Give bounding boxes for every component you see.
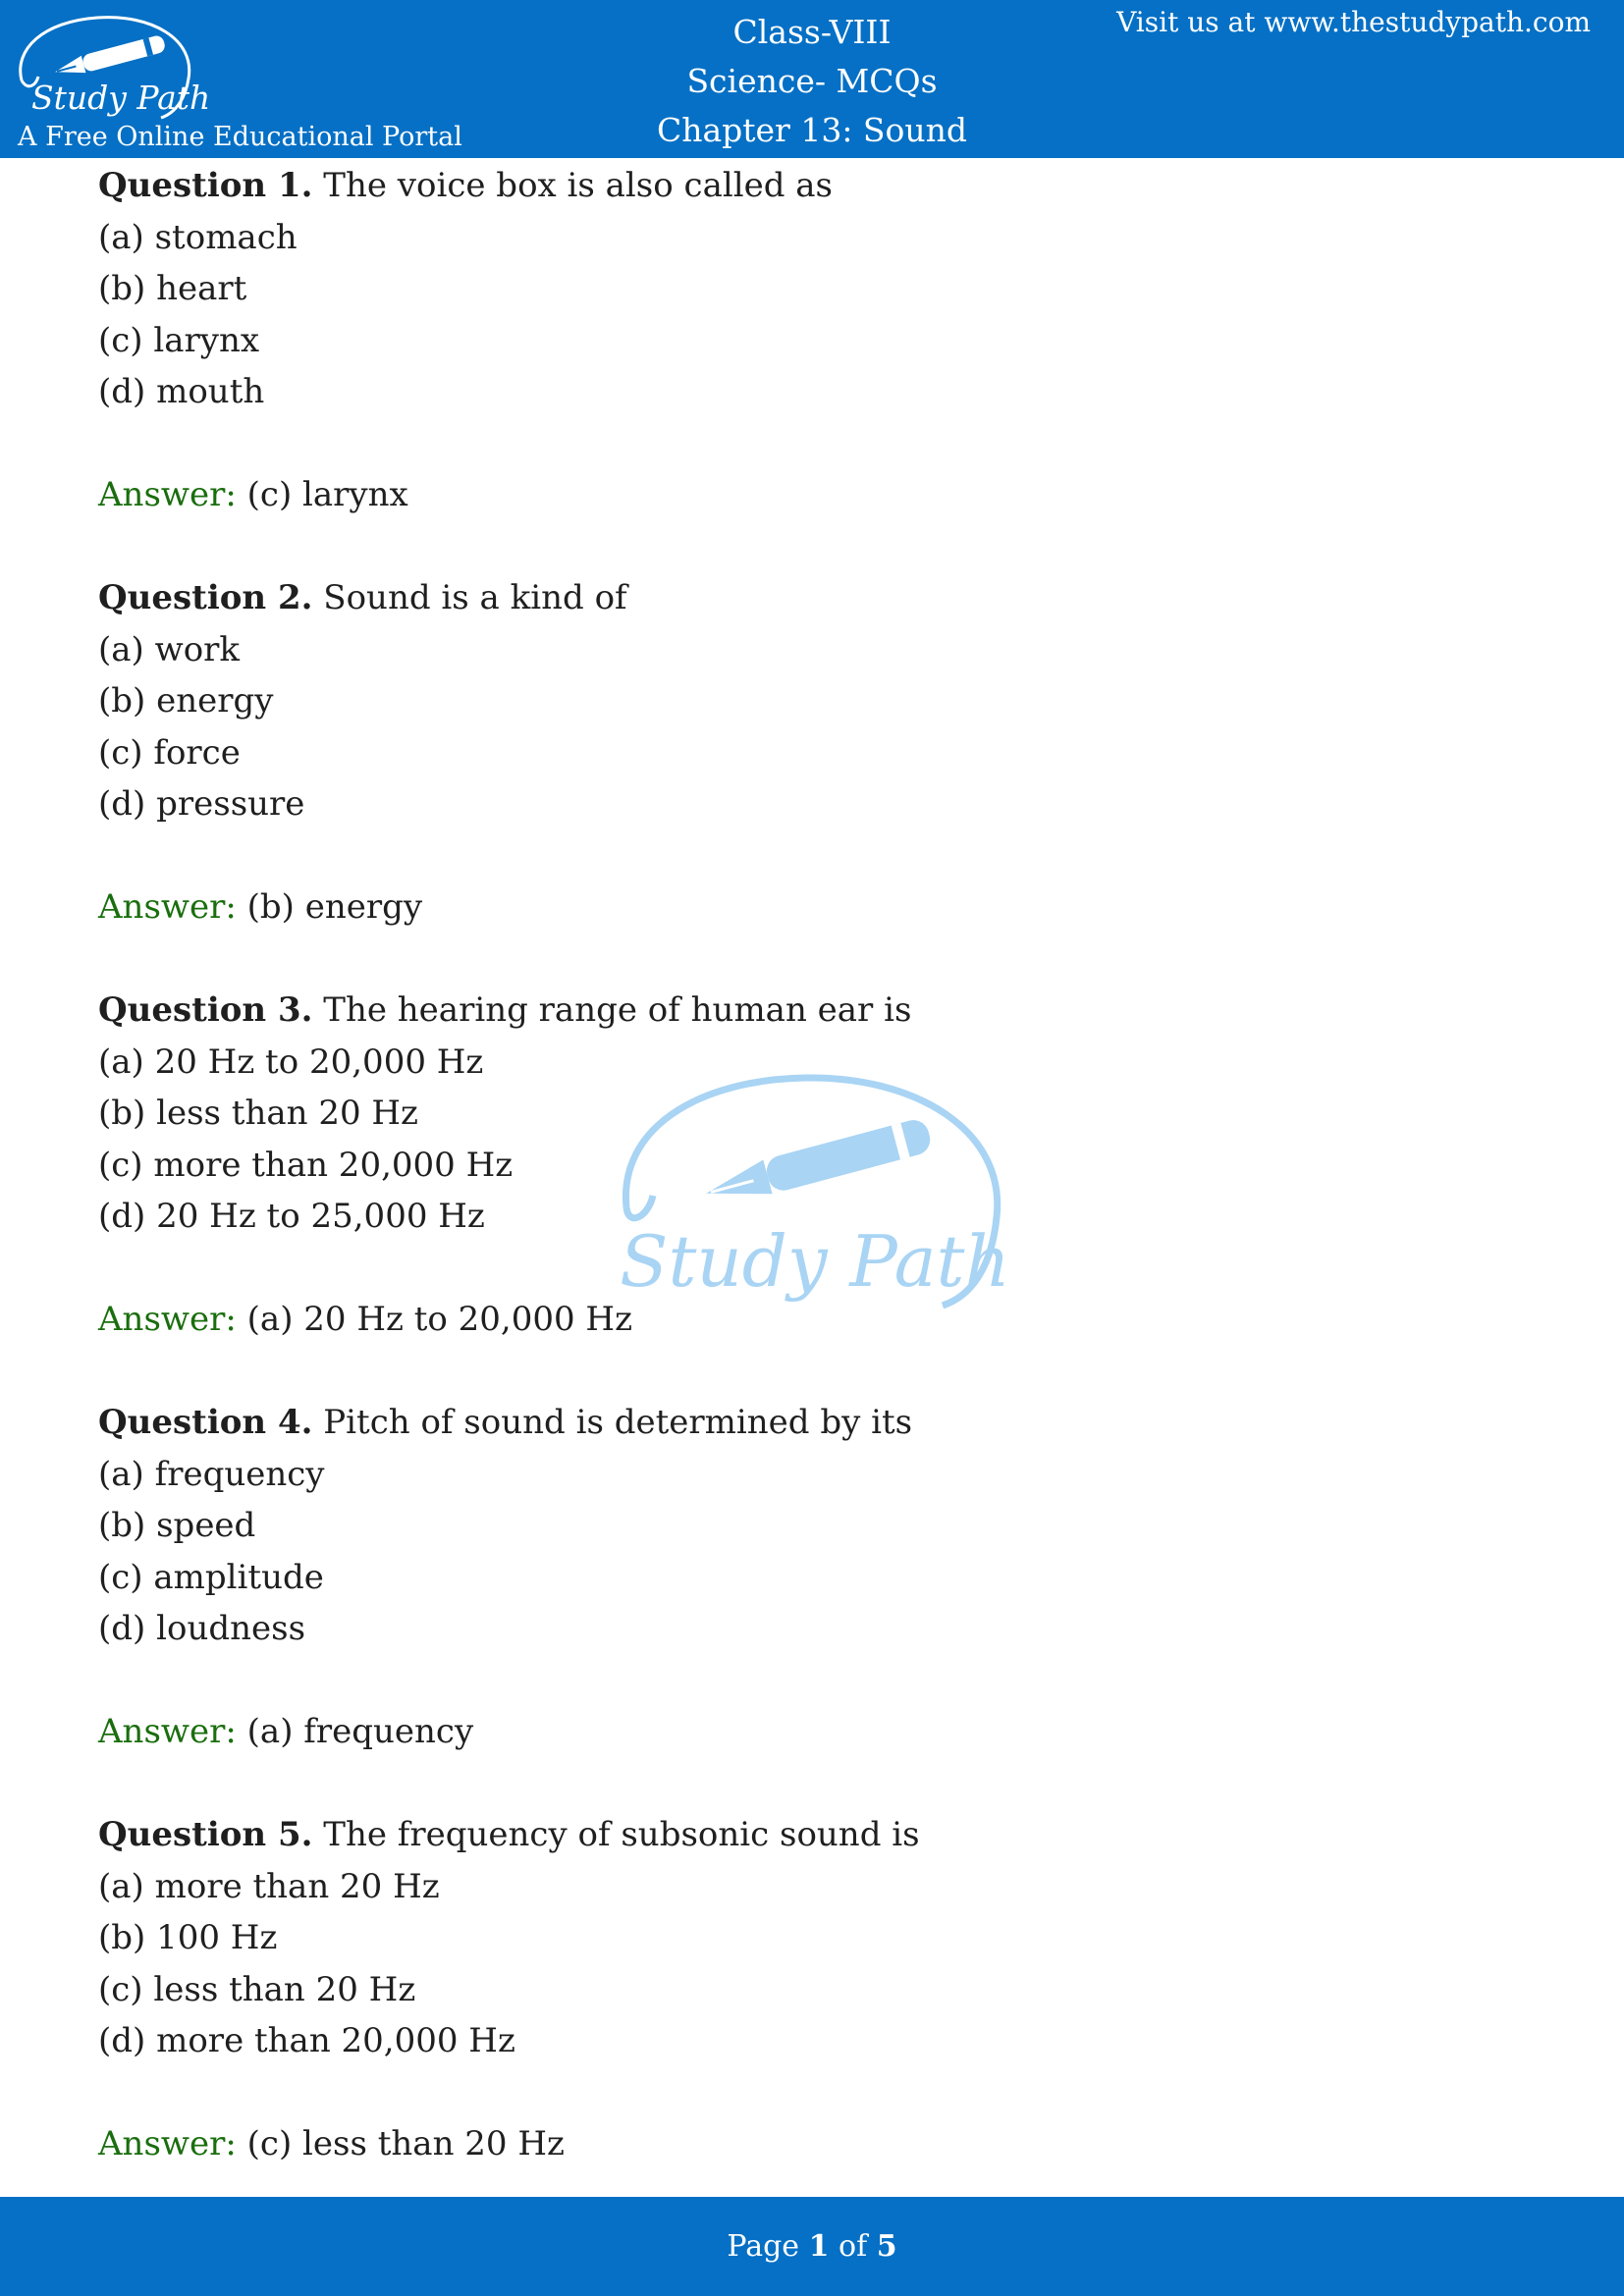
logo-text: Study Path: [31, 79, 211, 117]
study-path-logo: [14, 10, 211, 126]
question-5: [98, 1809, 1551, 2067]
option: (a) 20 Hz to 20,000 Hz: [98, 1041, 484, 1082]
answer-text: (a) 20 Hz to 20,000 Hz: [246, 1300, 632, 1339]
page-word: Page: [727, 2229, 800, 2264]
page-number: 1: [808, 2229, 830, 2264]
option: (c) force: [98, 732, 241, 773]
option: (a) work: [98, 629, 241, 669]
option: (b) speed: [98, 1506, 256, 1545]
question-label: Question 2.: [98, 578, 313, 617]
question-label: Question 4.: [98, 1403, 313, 1442]
option: (c) larynx: [98, 320, 260, 360]
option: (d) 20 Hz to 25,000 Hz: [98, 1197, 485, 1236]
question-3: [98, 985, 1551, 1243]
option: (d) loudness: [98, 1609, 306, 1648]
page-footer: [0, 2197, 1624, 2296]
page-total: 5: [876, 2229, 897, 2264]
question-text: The frequency of subsonic sound is: [323, 1815, 920, 1854]
question-text: Sound is a kind of: [323, 578, 627, 617]
option: (c) more than 20,000 Hz: [98, 1145, 514, 1185]
option: (d) mouth: [98, 372, 265, 411]
answer-text: (b) energy: [246, 887, 423, 927]
option: (a) frequency: [98, 1454, 325, 1494]
mcq-content: [98, 160, 1551, 2221]
answer-label: Answer:: [98, 1712, 237, 1751]
question-label: Question 1.: [98, 166, 313, 205]
question-line: [98, 160, 1551, 212]
question-label: Question 5.: [98, 1815, 313, 1854]
option: (c) less than 20 Hz: [98, 1969, 416, 2009]
question-line: [98, 985, 1551, 1037]
website-link[interactable]: Visit us at www.thestudypath.com: [1116, 6, 1591, 38]
answer-label: Answer:: [98, 887, 237, 927]
option: (d) more than 20,000 Hz: [98, 2021, 515, 2060]
option: (b) energy: [98, 681, 274, 721]
subject-label: Science- MCQs: [686, 62, 938, 100]
option: (c) amplitude: [98, 1557, 324, 1597]
question-text: The hearing range of human ear is: [323, 990, 912, 1030]
answer-text: (c) less than 20 Hz: [246, 2124, 565, 2163]
question-4: [98, 1397, 1551, 1655]
page-header: [0, 0, 1624, 158]
question-label: Question 3.: [98, 990, 313, 1030]
question-1: [98, 160, 1551, 418]
question-line: [98, 1397, 1551, 1449]
answer-text: (a) frequency: [246, 1712, 474, 1751]
option: (b) 100 Hz: [98, 1918, 278, 1957]
answer-label: Answer:: [98, 2124, 237, 2163]
of-word: of: [839, 2229, 868, 2264]
option: (d) pressure: [98, 784, 305, 824]
option: (a) stomach: [98, 217, 298, 257]
answer-5: [98, 2118, 1551, 2170]
tagline: A Free Online Educational Portal: [18, 122, 462, 152]
answer-4: [98, 1706, 1551, 1758]
question-line: [98, 572, 1551, 624]
question-2: [98, 572, 1551, 830]
header-title-block: [616, 8, 1008, 155]
question-line: [98, 1809, 1551, 1861]
answer-2: [98, 881, 1551, 934]
option: (a) more than 20 Hz: [98, 1866, 440, 1906]
answer-text: (c) larynx: [246, 475, 408, 514]
answer-label: Answer:: [98, 1300, 237, 1339]
option: (b) heart: [98, 269, 247, 308]
chapter-label: Chapter 13: Sound: [656, 111, 968, 149]
question-text: Pitch of sound is determined by its: [323, 1403, 913, 1442]
question-text: The voice box is also called as: [323, 166, 833, 205]
option: (b) less than 20 Hz: [98, 1094, 418, 1133]
answer-1: [98, 469, 1551, 521]
answer-label: Answer:: [98, 475, 237, 514]
watermark-text: Study Path: [620, 1220, 1010, 1303]
class-label: Class-VIII: [732, 13, 892, 51]
answer-3: [98, 1294, 1551, 1346]
